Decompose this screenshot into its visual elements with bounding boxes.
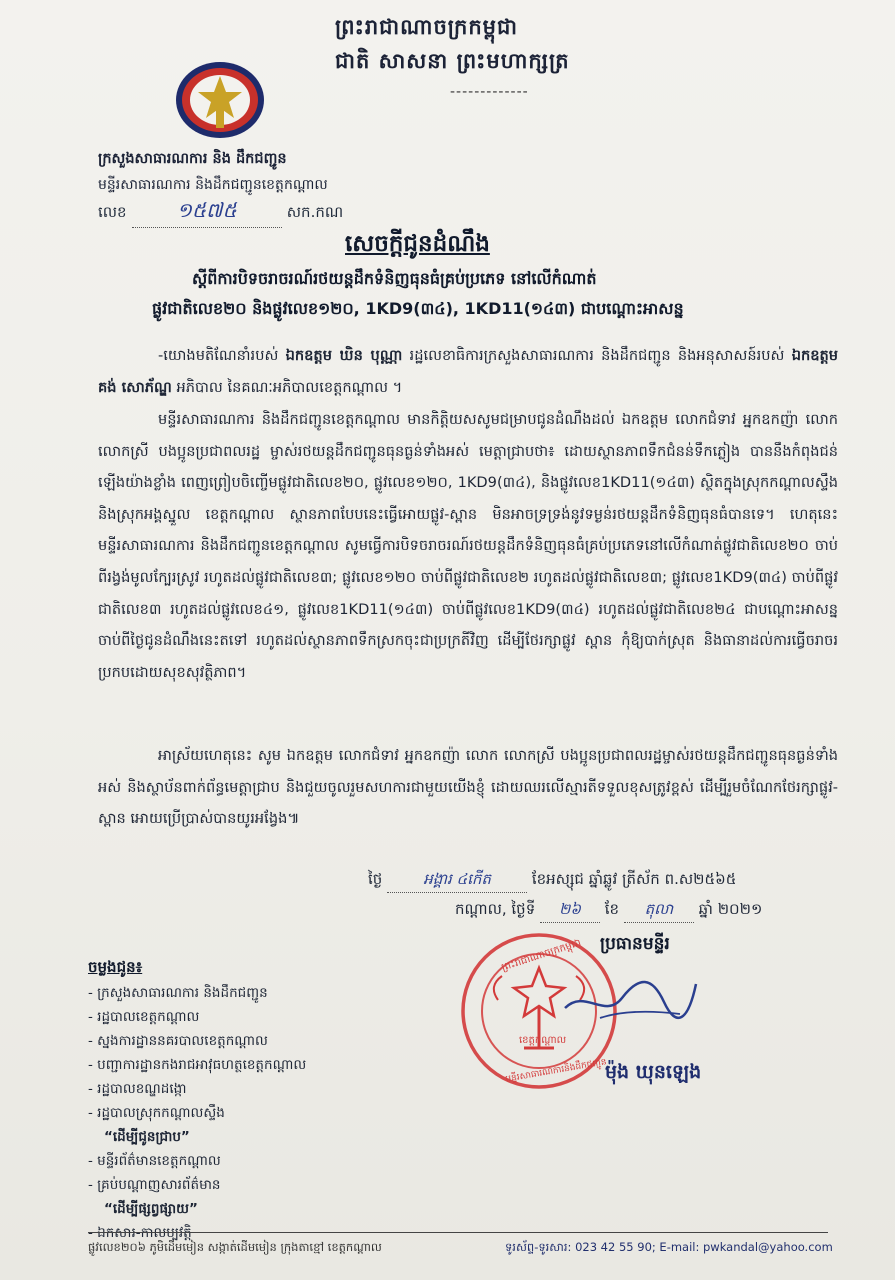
footer-divider (88, 1232, 828, 1233)
header-ornament: ------------- (450, 84, 529, 100)
department-name: មន្ទីរសាធារណការ និងដឹកជញ្ជូនខេត្តកណ្ដាល (98, 177, 328, 193)
p1-name-1: ឯកឧត្តម ឃិន បុណ្ណា (285, 347, 403, 364)
kingdom-header: ព្រះរាជាណាចក្រកម្ពុជា (335, 14, 519, 39)
reference-suffix: សក.កណ (286, 203, 344, 221)
p1-suffix: អភិបាល នៃគណៈអភិបាលខេត្តកណ្ដាល ។ (171, 378, 403, 396)
recipient-item: - ក្រសួងសាធារណការ និងដឹកជញ្ជូន (88, 985, 268, 1001)
solar-month-handwritten: តុលា (644, 900, 674, 918)
copies-to-title: ចម្លងជូន៖ (88, 958, 143, 976)
recipient-item: - គ្រប់បណ្ដាញសារព័ត៌មាន (88, 1177, 221, 1193)
seal-text-center: ខេត្តកណ្ដាល (519, 1035, 567, 1046)
solar-month-label: ខែ (604, 900, 620, 918)
signatory-name: ម៉ុង ឃុនឡេង (605, 1061, 702, 1083)
subject-line-1: ស្ដីពីការបិទចរាចរណ៍រថយន្តដឹកទំនិញធុនធំគ្រប់ប្រភេទ នៅលើកំណាត់ (192, 269, 597, 288)
handwritten-signature (560, 968, 700, 1032)
recipient-purpose: “ដើម្បីជូនជ្រាប” (104, 1129, 190, 1145)
reference-paragraph (98, 340, 838, 403)
p1-mid: រដ្ឋលេខាធិការក្រសួងសាធារណការ និងដឹកជញ្ជូន និងអនុសាសន៍របស់ (402, 347, 792, 364)
recipient-item: - រដ្ឋបាលខេត្តកណ្ដាល (88, 1009, 200, 1025)
seal-text-top: ព្រះរាជាណាចក្រកម្ពុជា (500, 937, 583, 974)
lunar-date-suffix: ខែអស្សុជ ឆ្នាំឆ្លូវ ត្រីស័ក ព.ស២៥៦៥ (531, 870, 737, 888)
notice-paragraph: មន្ទីរសាធារណការ និងដឹកជញ្ជូនខេត្តកណ្ដាល មានកិត្តិយសសូមជម្រាបជូនដំណឹងដល់ ឯកឧត្តម លោកជំទាវ អ្នកឧកញ៉ា លោក លោកស្រី បងប្អូនប្រជាពលរដ្ឋ ម្ចាស់រថយន្តដឹកជញ្ជូនធុនធ្ងន់ទាំងអស់ មេត្តាជ្រាបថា៖ ដោយស្ថានភាពទឹកជំនន់ទឹកភ្លៀង បាននឹងកំពុងជន់ឡើងយ៉ាងខ្លាំង ពេញព្រៀបចិញ្ចើមផ្លូវជាតិលេខ២០, ផ្លូវលេខ១២០, 1KD9(៣៤), និងផ្លូវលេខ1KD11(១៤៣) ស្ថិតក្នុងស្រុកកណ្ដាលស្ទឹង និងស្រុកអង្គស្នួល ខេត្តកណ្ដាល ស្ថានភាពបែបនេះធ្វើអោយផ្លូវ-ស្ពាន មិនអាចទ្រទ្រង់នូវទម្ងន់រថយន្តដឹកទំនិញធុនធំបានទេ។ ហេតុនេះ មន្ទីរសាធារណការ និងដឹកជញ្ជូនខេត្តកណ្ដាល សូមធ្វើការបិទចរាចរណ៍រថយន្តដឹកទំនិញធុនធំគ្រប់ប្រភេទនៅលើកំណាត់ផ្លូវជាតិលេខ២០ ចាប់ពីរង្វង់មូលក្បែរស្រូវ រហូតដល់ផ្លូវជាតិលេខ៣; ផ្លូវលេខ១២០ ចាប់ពីផ្លូវជាតិលេខ២ រហូតដល់ផ្លូវជាតិលេខ៣; ផ្លូវលេខ1KD9(៣៤) ចាប់ពីផ្លូវជាតិលេខ៣ រហូតដល់ផ្លូវលេខ៤១, ផ្លូវលេខ1KD11(១៤៣) ចាប់ពីផ្លូវលេខ1KD9(៣៤) រហូតដល់ផ្លូវជាតិលេខ២៤ ជាបណ្ដោះអាសន្ន ចាប់ពីថ្ងៃជូនដំណឹងនេះតទៅ រហូតដល់ស្ថានភាពទឹកស្រកចុះជាប្រក្រតីវិញ ដើម្បីថែរក្សាផ្លូវ ស្ពាន កុំឱ្យបាក់ស្រុត និងធានាដល់ការធ្វើចរាចរប្រកបដោយសុខសុវត្ថិភាព។ (98, 411, 838, 681)
solar-date-prefix: កណ្ដាល, ថ្ងៃទី (455, 900, 536, 918)
ministry-name: ក្រសួងសាធារណការ និង ដឹកជញ្ជូន (98, 151, 287, 167)
signatory-title: ប្រធានមន្ទីរ (600, 934, 670, 954)
footer-address: ផ្លូវលេខ២០៦ ភូមិដើមមៀន សង្កាត់ដើមមៀន ក្រុងតាខ្មៅ ខេត្តកណ្ដាល (88, 1240, 382, 1254)
document-title: សេចក្ដីជូនដំណឹង (345, 230, 490, 257)
p1-prefix: -យោងមតិណែនាំរបស់ (158, 347, 286, 364)
p1-name-2: ឯកឧត្តម គង់ សោភ័ណ្ឌ (98, 347, 839, 396)
ministry-logo (172, 58, 268, 142)
recipient-item: - រដ្ឋបាលស្រុកកណ្ដាលស្ទឹង (88, 1105, 225, 1121)
solar-year: ឆ្នាំ ២០២១ (698, 900, 763, 918)
reference-number (98, 197, 343, 228)
recipient-item: - ស្នងការដ្ឋាននគរបាលខេត្តកណ្ដាល (88, 1033, 268, 1049)
solar-date (455, 900, 762, 923)
reference-label: លេខ (98, 203, 127, 221)
lunar-date (368, 870, 736, 893)
request-paragraph: អាស្រ័យហេតុនេះ សូម ឯកឧត្តម លោកជំទាវ អ្នកឧកញ៉ា លោក លោកស្រី បងប្អូនប្រជាពលរដ្ឋម្ចាស់រថយន្តដឹកជញ្ជូនធុនធ្ងន់ទាំងអស់ និងស្ថាប័នពាក់ព័ន្ធមេត្តាជ្រាប និងជួយចូលរួមសហការជាមួយយើងខ្ញុំ ដោយឈរលើស្មារតីទទួលខុសត្រូវខ្ពស់ ដើម្បីរួមចំណែកថែរក្សាផ្លូវ-ស្ពាន អោយប្រើប្រាស់បានយូរអង្វែង៕ (98, 747, 838, 828)
recipient-purpose: “ដើម្បីផ្សព្វផ្សាយ” (104, 1201, 198, 1217)
seal-text-bottom: មន្ទីរសាធារណការនិងដឹកជញ្ជូន (504, 1057, 608, 1085)
recipient-item: - ឯកសារ-កាលប្បវត្តិ (88, 1225, 192, 1241)
subject-line-2: ផ្លូវជាតិលេខ២០ និងផ្លូវលេខ១២០, 1KD9(៣៤), 1KD11(១៤៣) ជាបណ្ដោះអាសន្ន (152, 299, 684, 318)
recipient-item: - រដ្ឋបាលខណ្ឌដង្កោ (88, 1081, 187, 1097)
footer-contact: ទូរស័ព្ទ-ទូរសារ: 023 42 55 90; E-mail: pwkandal@yahoo.com (505, 1240, 833, 1254)
lunar-date-prefix: ថ្ងៃ (368, 870, 383, 888)
lunar-date-handwritten: អង្គារ ៤កើត (423, 870, 491, 888)
recipient-item: - បញ្ជាការដ្ឋានកងរាជអាវុធហត្ថខេត្តកណ្ដាល (88, 1057, 307, 1073)
reference-handwritten: ១៥៧៥ (176, 198, 237, 222)
recipient-item: - មន្ទីរព័ត៌មានខេត្តកណ្ដាល (88, 1153, 221, 1169)
motto-header: ជាតិ សាសនា ព្រះមហាក្សត្រ (335, 48, 570, 73)
recipient-list (88, 984, 306, 1248)
solar-day-handwritten: ២៦ (559, 900, 581, 918)
